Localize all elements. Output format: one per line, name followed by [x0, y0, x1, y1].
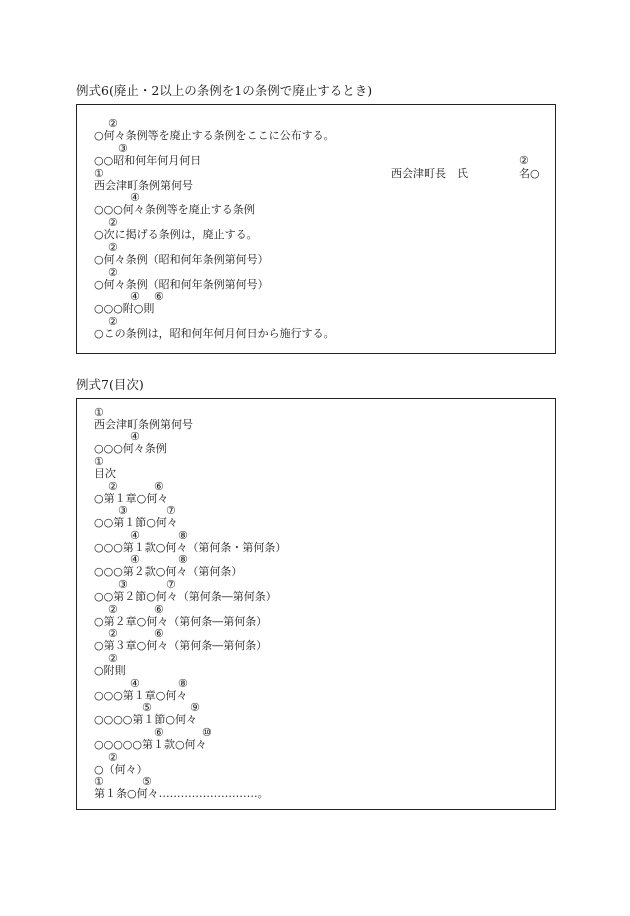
marker: ① [94, 455, 104, 468]
body-line: ○次に掲げる条例は，廃止する。 [94, 228, 258, 241]
example6-box [76, 104, 556, 354]
marker: ⑤ [142, 701, 152, 714]
marker: ② [108, 480, 118, 493]
marker: ⑥ [154, 603, 164, 616]
body-line: ○何々条例（昭和何年条例第何号） [94, 253, 269, 266]
marker: ③ [118, 504, 128, 517]
example6-heading: 例式6(廃止・2以上の条例を1の条例で廃止するとき) [76, 83, 373, 98]
marker: ⑧ [178, 529, 188, 542]
mayor-title: 西会津町長 氏 [391, 167, 468, 180]
body-line: ○この条例は，昭和何年何月何日から施行する。 [94, 327, 335, 340]
marker: ① [94, 775, 104, 788]
toc-heading: 目次 [94, 467, 116, 480]
marker: ① [94, 406, 104, 419]
marker: ⑦ [166, 578, 176, 591]
supplementary-heading: ○○○附○則 [94, 302, 155, 315]
marker: ② [519, 154, 529, 167]
marker: ⑧ [178, 553, 188, 566]
toc-line: ○第２章○何々（第何条―第何条） [94, 615, 268, 628]
ordinance-title: ○○○何々条例等を廃止する条例 [94, 203, 255, 216]
ordinance-title: ○○○何々条例 [94, 442, 167, 455]
marker: ④ [130, 430, 140, 443]
marker: ② [108, 216, 118, 229]
example7-box [76, 398, 556, 810]
ordinance-number: 西会津町条例第何号 [94, 418, 193, 431]
marker: ④ [130, 529, 140, 542]
marker: ④ [130, 191, 140, 204]
marker: ⑧ [178, 677, 188, 690]
ordinance-number: 西会津町条例第何号 [94, 179, 193, 192]
marker: ⑦ [166, 504, 176, 517]
marker: ④ [130, 677, 140, 690]
toc-line: ○第３章○何々（第何条―第何条） [94, 639, 268, 652]
marker-line: ① [94, 167, 104, 180]
toc-line: ○○○第１款○何々（第何条・第何条） [94, 541, 287, 554]
body-line: ○○○○○第１款○何々 [94, 738, 207, 751]
marker: ④ [130, 290, 140, 303]
toc-line: ○附則 [94, 664, 126, 677]
body-line: ○何々条例（昭和何年条例第何号） [94, 278, 269, 291]
marker: ⑨ [190, 701, 200, 714]
marker: ② [108, 603, 118, 616]
proclamation-line: ○何々条例等を廃止する条例をここに公布する。 [94, 129, 335, 142]
body-line: 第１条○何々………………………。 [94, 787, 269, 800]
body-line: ○○○○第１節○何々 [94, 713, 197, 726]
mayor-name: 名○ [519, 167, 540, 180]
marker: ② [108, 652, 118, 665]
marker: ⑥ [154, 480, 164, 493]
marker: ③ [118, 142, 128, 155]
toc-line: ○○第２節○何々（第何条―第何条） [94, 590, 277, 603]
marker: ⑩ [202, 726, 212, 739]
marker: ② [108, 627, 118, 640]
marker: ③ [118, 578, 128, 591]
body-line: ○（何々） [94, 763, 148, 776]
marker: ② [108, 266, 118, 279]
marker: ⑤ [142, 775, 152, 788]
example7-heading: 例式7(目次) [76, 377, 144, 392]
marker: ⑥ [154, 627, 164, 640]
marker: ⑥ [154, 726, 164, 739]
marker: ② [108, 315, 118, 328]
marker: ④ [130, 553, 140, 566]
toc-line: ○○第１節○何々 [94, 516, 178, 529]
toc-line: ○○○第２款○何々（第何条） [94, 565, 243, 578]
marker: ② [108, 241, 118, 254]
date-line: ○○昭和何年何月何日 [94, 154, 202, 167]
body-line: ○○○第１章○何々 [94, 689, 188, 702]
marker: ② [108, 117, 118, 130]
marker: ② [108, 751, 118, 764]
toc-line: ○第１章○何々 [94, 492, 169, 505]
marker: ⑥ [154, 290, 164, 303]
